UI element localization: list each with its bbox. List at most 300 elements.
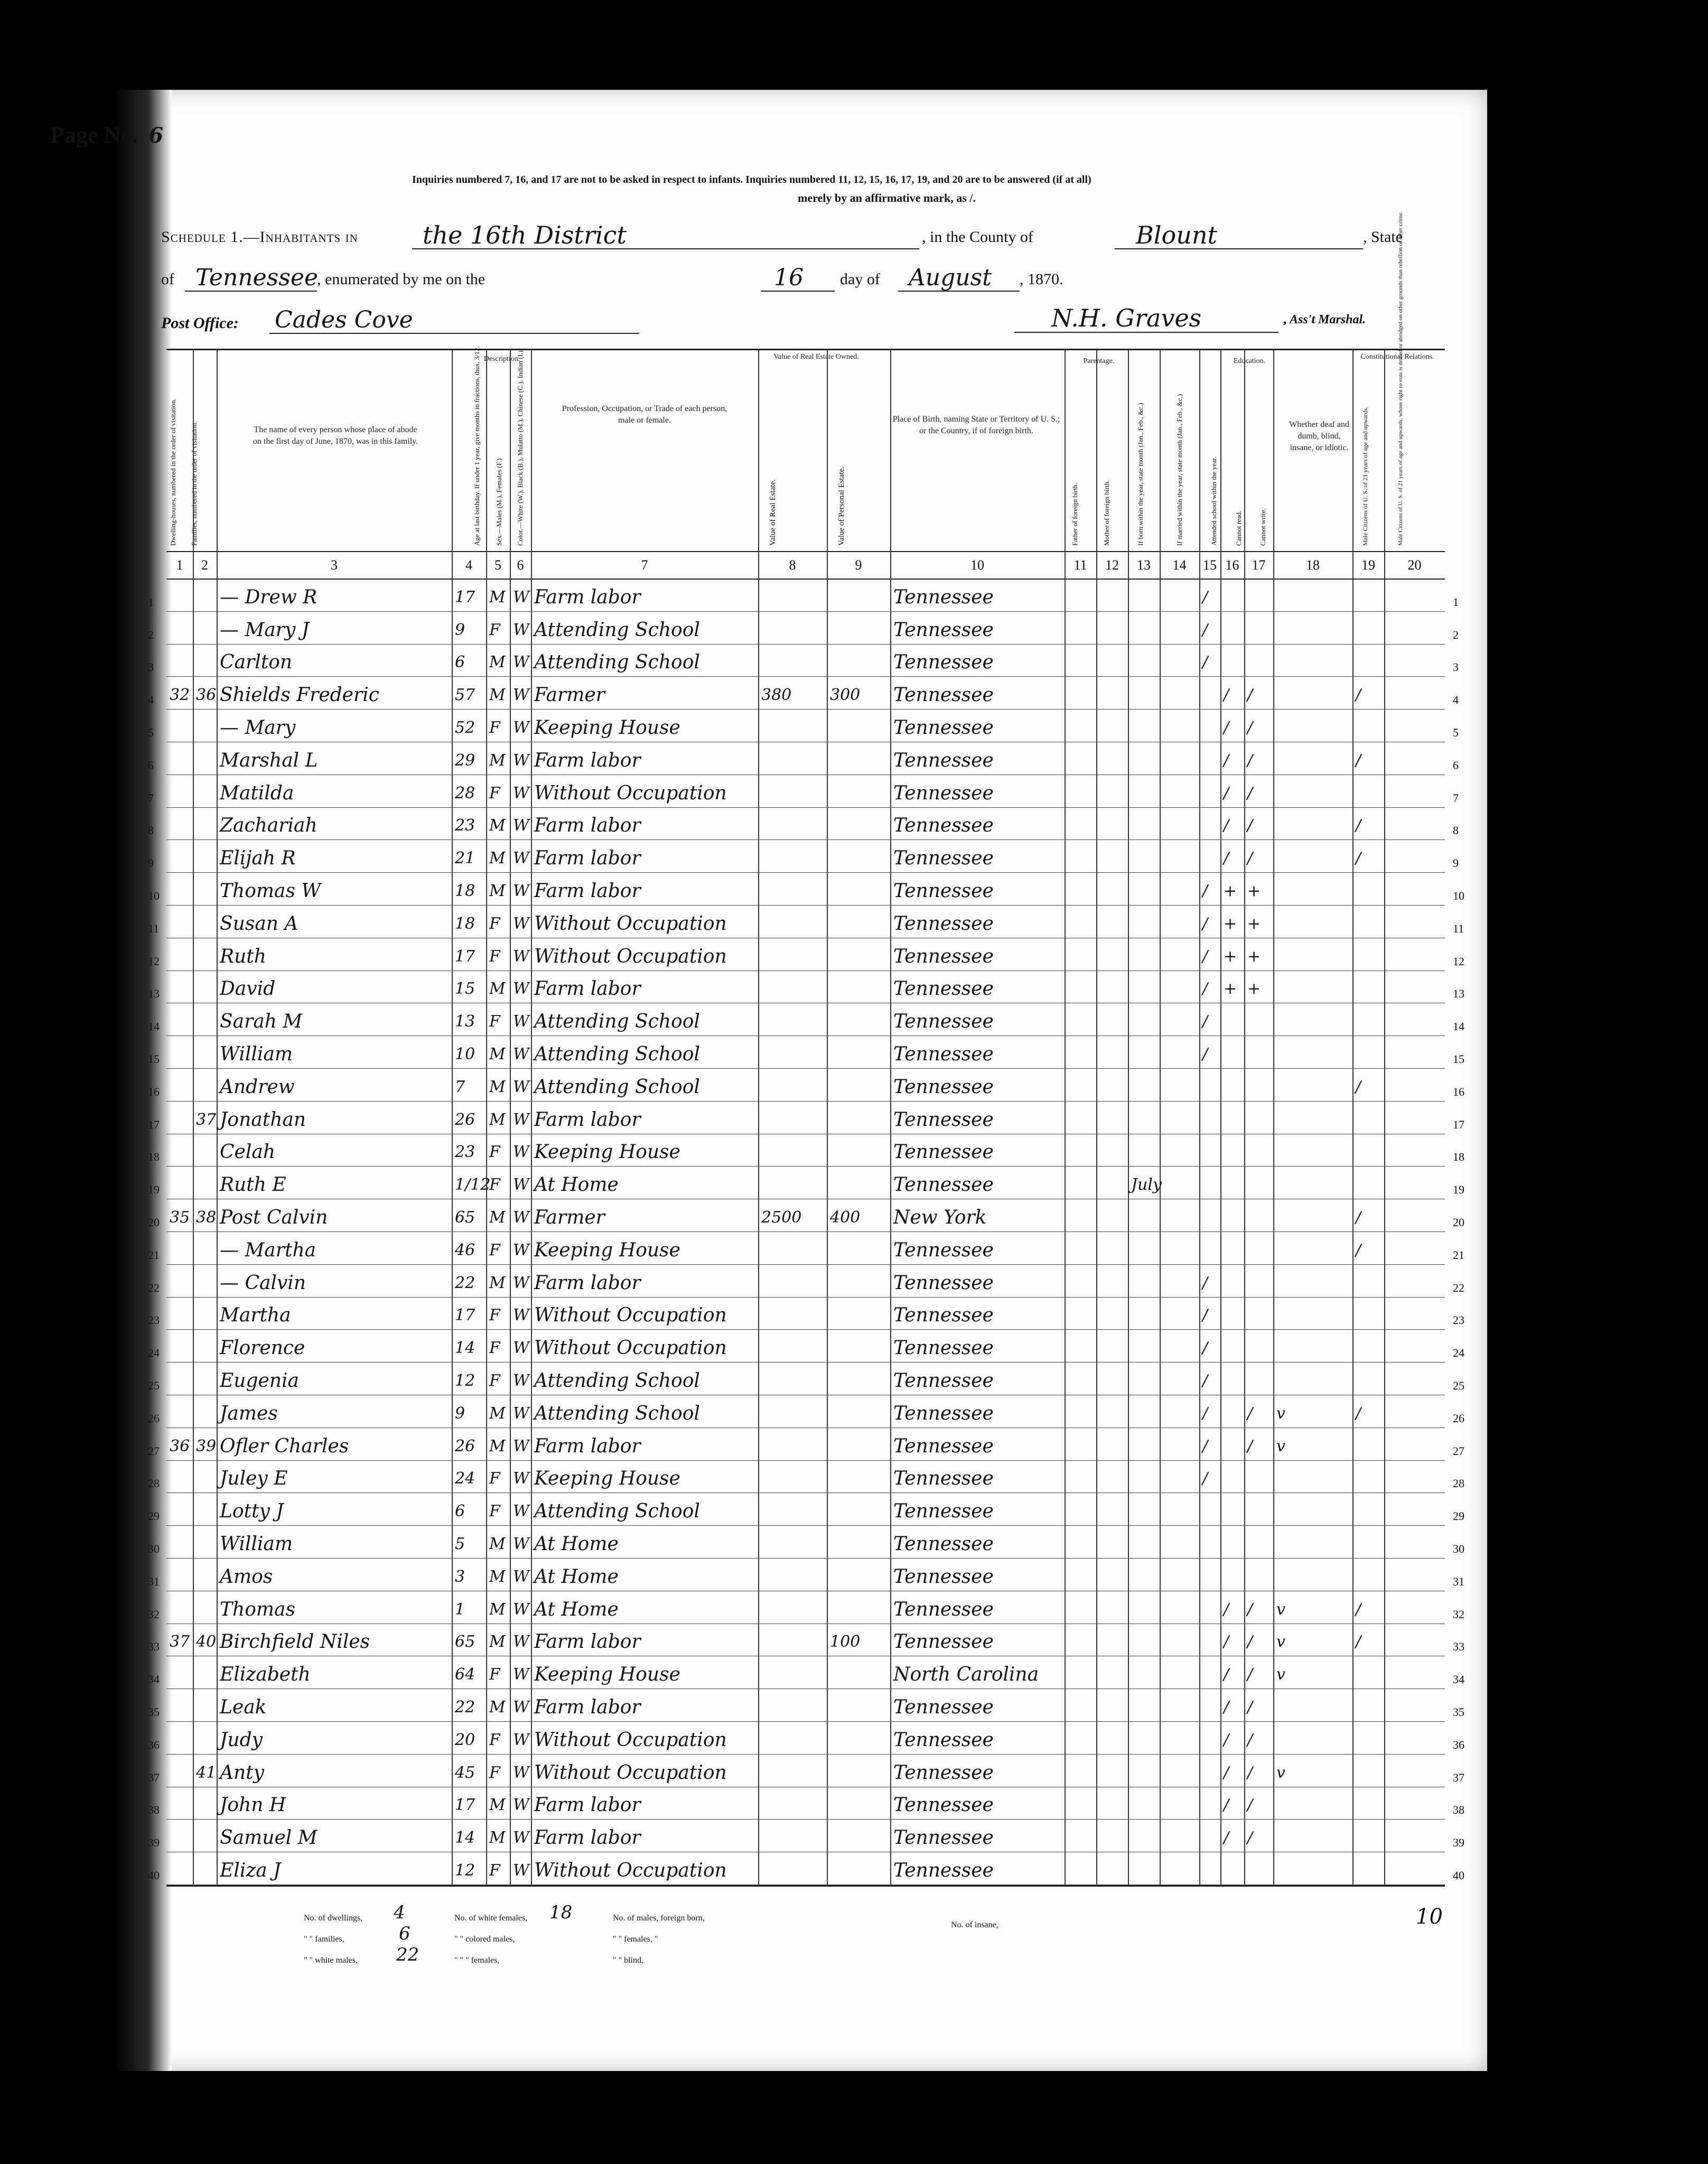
- row-rule: [166, 1558, 1445, 1559]
- row-rule: [166, 1329, 1445, 1330]
- county-value: Blount: [1136, 221, 1217, 249]
- cell-occ: Keeping House: [534, 1239, 680, 1261]
- row-number: 4: [1453, 693, 1459, 707]
- footer-foreign-females-label: " " females, ": [613, 1935, 658, 1944]
- column-rule: [1244, 350, 1245, 1885]
- row-number: 9: [148, 856, 154, 870]
- cell-sex: F: [489, 1012, 500, 1031]
- cell-age: 13: [455, 1012, 475, 1031]
- cell-name: Celah: [220, 1141, 276, 1163]
- cell-c17: /: [1247, 1796, 1253, 1815]
- row-number: 2: [1453, 628, 1459, 641]
- row-number: 16: [1453, 1085, 1464, 1098]
- column-rule: [531, 350, 532, 1885]
- cell-name: — Mary: [220, 717, 296, 739]
- scan-edge: [114, 90, 172, 2071]
- col-7-header: Profession, Occupation, or Trade of each person, male or female.: [562, 404, 727, 425]
- row-number: 23: [148, 1313, 160, 1327]
- cell-c15: /: [1202, 1404, 1208, 1423]
- col-13-header: If born within the year, state month (Jan., Feb., &c.): [1136, 403, 1144, 546]
- cell-sex: F: [489, 947, 500, 966]
- column-number: 4: [465, 557, 472, 573]
- cell-color: W: [513, 1045, 529, 1064]
- col-16-header: Cannot read.: [1235, 510, 1243, 546]
- cell-occ: Attending School: [534, 1370, 700, 1392]
- row-number: 19: [1453, 1183, 1464, 1197]
- cell-age: 28: [455, 783, 475, 803]
- cell-c17: /: [1247, 1698, 1253, 1717]
- cell-occ: Attending School: [534, 1402, 700, 1424]
- row-number: 29: [1453, 1509, 1464, 1523]
- column-rule: [1384, 350, 1385, 1885]
- column-rule: [1128, 350, 1129, 1885]
- cell-name: Susan A: [220, 912, 298, 935]
- state-value: Tennessee: [195, 264, 318, 291]
- column-number: 9: [855, 557, 862, 573]
- cell-sex: F: [489, 783, 500, 803]
- row-number: 1: [148, 595, 154, 609]
- cell-age: 18: [455, 882, 475, 900]
- cell-color: W: [513, 1763, 529, 1782]
- cell-name: Birchfield Niles: [220, 1631, 370, 1653]
- cell-birth: Tennessee: [893, 1370, 994, 1392]
- cell-color: W: [513, 1404, 529, 1423]
- cell-color: W: [513, 1339, 529, 1358]
- row-number: 5: [1453, 726, 1459, 739]
- cell-c16: /: [1224, 1600, 1229, 1619]
- cell-age: 23: [455, 1143, 475, 1162]
- row-number: 13: [148, 987, 160, 1001]
- cell-occ: At Home: [534, 1565, 619, 1588]
- column-number: 3: [331, 557, 338, 573]
- row-rule: [166, 1068, 1445, 1069]
- cell-c15: /: [1202, 1372, 1208, 1390]
- cell-c19: /: [1356, 816, 1361, 835]
- cell-name: — Martha: [220, 1239, 316, 1261]
- col-20-header: Male Citizens of U. S. of 21 years of age and upwards, whose right to vote is denied or abridged on other grounds than rebellion or other crime.: [1397, 211, 1404, 546]
- cell-dw: 32: [170, 686, 190, 705]
- cell-occ: Without Occupation: [534, 1860, 727, 1881]
- cell-sex: F: [489, 1143, 500, 1162]
- footer-white-males-label: " " white males,: [304, 1956, 358, 1965]
- column-number: 13: [1137, 557, 1151, 573]
- row-number: 33: [1453, 1640, 1464, 1654]
- cell-birth: Tennessee: [893, 1860, 994, 1881]
- row-rule: [166, 709, 1445, 710]
- cell-age: 15: [455, 980, 475, 999]
- cell-sex: M: [489, 1796, 506, 1815]
- cell-occ: Attending School: [534, 1043, 700, 1065]
- cell-c19: /: [1356, 1633, 1361, 1652]
- cell-c15: /: [1202, 1437, 1208, 1456]
- cell-c16: /: [1224, 1730, 1229, 1749]
- cell-age: 22: [455, 1273, 475, 1292]
- footer-families: 6: [399, 1923, 410, 1944]
- cell-occ: At Home: [534, 1598, 619, 1620]
- column-number: 2: [201, 557, 208, 573]
- cell-birth: Tennessee: [893, 1402, 994, 1424]
- row-rule: [166, 872, 1445, 873]
- column-number: 8: [789, 557, 796, 573]
- cell-color: W: [513, 620, 529, 639]
- cell-color: W: [513, 1143, 529, 1162]
- cell-sex: M: [489, 882, 506, 900]
- row-rule: [166, 807, 1445, 808]
- cell-sex: M: [489, 980, 506, 999]
- instruction-line-2: merely by an affirmative mark, as /.: [798, 191, 976, 204]
- row-number: 29: [148, 1509, 160, 1523]
- cell-fam: 40: [196, 1633, 217, 1652]
- cell-age: 14: [455, 1829, 475, 1848]
- cell-sex: F: [489, 1339, 500, 1358]
- cell-name: Marshal L: [220, 749, 318, 771]
- cell-color: W: [513, 1633, 529, 1652]
- cell-birth: North Carolina: [893, 1664, 1039, 1686]
- col-12-header: Mother of foreign birth.: [1103, 480, 1110, 546]
- cell-birth: Tennessee: [893, 1729, 994, 1751]
- col-18-header: Whether deaf and dumb, blind, insane, or idiotic.: [1289, 420, 1349, 452]
- cell-c16: /: [1224, 686, 1229, 705]
- cell-c17: /: [1247, 1730, 1253, 1749]
- group-constitutional: Constitutional Relations.: [1360, 353, 1434, 361]
- cell-name: Matilda: [220, 782, 294, 804]
- cell-c16: /: [1224, 1698, 1229, 1717]
- row-number: 28: [1453, 1477, 1464, 1490]
- cell-c19: /: [1356, 849, 1361, 868]
- cell-fam: 41: [196, 1763, 217, 1782]
- cell-sex: M: [489, 1829, 506, 1848]
- cell-c15: /: [1202, 947, 1208, 966]
- cell-age: 21: [455, 849, 475, 868]
- cell-c15: /: [1202, 914, 1208, 933]
- group-education: Education.: [1233, 357, 1266, 365]
- group-description: Description.: [483, 355, 520, 363]
- cell-age: 12: [455, 1372, 475, 1390]
- cell-occ: Farm labor: [534, 1631, 641, 1653]
- column-number: 19: [1361, 557, 1375, 573]
- cell-name: Elizabeth: [220, 1664, 311, 1686]
- row-rule: [166, 1754, 1445, 1755]
- cell-c15: /: [1202, 1306, 1208, 1325]
- cell-occ: Farm labor: [534, 1696, 641, 1718]
- cell-sex: F: [489, 1502, 500, 1521]
- cell-c15: /: [1202, 1045, 1208, 1064]
- cell-c16: /: [1224, 816, 1229, 835]
- row-rule: [166, 1819, 1445, 1820]
- cell-sex: M: [489, 686, 506, 705]
- row-number: 28: [148, 1477, 160, 1490]
- cell-birth: Tennessee: [893, 815, 994, 837]
- cell-age: 23: [455, 816, 475, 835]
- row-rule: [166, 611, 1445, 612]
- cell-sex: F: [489, 620, 500, 639]
- cell-c17: /: [1247, 849, 1253, 868]
- cell-age: 26: [455, 1110, 475, 1129]
- row-number: 19: [148, 1183, 160, 1197]
- cell-c16: +: [1224, 882, 1237, 900]
- cell-c16: /: [1224, 783, 1229, 803]
- cell-age: 46: [455, 1240, 475, 1260]
- row-rule: [166, 905, 1445, 906]
- cell-c16: /: [1224, 1665, 1229, 1684]
- cell-color: W: [513, 1698, 529, 1717]
- cell-birth: Tennessee: [893, 619, 994, 641]
- row-number: 30: [1453, 1542, 1464, 1555]
- cell-occ: Farm labor: [534, 978, 641, 1000]
- column-number: 14: [1172, 557, 1187, 573]
- cell-occ: Without Occupation: [534, 1761, 727, 1784]
- row-number: 35: [148, 1705, 160, 1719]
- cell-birth: Tennessee: [893, 1108, 994, 1131]
- row-number: 18: [1453, 1150, 1464, 1164]
- footer-white-females-label: No. of white females,: [454, 1914, 528, 1923]
- row-number: 40: [1453, 1869, 1464, 1882]
- cell-occ: Without Occupation: [534, 1729, 727, 1751]
- row-number: 4: [148, 693, 154, 707]
- cell-birth: New York: [893, 1207, 987, 1228]
- row-number: 22: [1453, 1281, 1464, 1294]
- cell-c16: /: [1224, 849, 1229, 868]
- row-number: 18: [148, 1150, 160, 1164]
- cell-sex: M: [489, 1437, 506, 1456]
- cell-color: W: [513, 783, 529, 803]
- cell-occ: Farm labor: [534, 815, 641, 837]
- cell-birth: Tennessee: [893, 1468, 994, 1490]
- row-number: 24: [1453, 1346, 1464, 1360]
- enumerated-label: , enumerated by me on the: [317, 270, 486, 288]
- row-number: 21: [148, 1248, 160, 1262]
- cell-c17: /: [1247, 1829, 1253, 1848]
- row-number: 34: [1453, 1673, 1464, 1686]
- cell-c19: /: [1356, 1077, 1361, 1096]
- row-number: 31: [1453, 1574, 1464, 1588]
- post-office-label: Post Office:: [161, 314, 239, 332]
- row-number: 17: [1453, 1117, 1464, 1131]
- cell-color: W: [513, 1306, 529, 1325]
- cell-name: Shields Frederic: [220, 684, 379, 706]
- row-number: 16: [148, 1085, 160, 1098]
- row-rule: [166, 1460, 1445, 1461]
- col-19-header: Male Citizens of U. S. of 21 years of age and upwards.: [1361, 406, 1369, 546]
- footer-insane-label: No. of insane,: [951, 1920, 998, 1929]
- cell-color: W: [513, 1372, 529, 1390]
- cell-occ: Attending School: [534, 1076, 700, 1098]
- cell-age: 14: [455, 1339, 475, 1358]
- col-4-header: Age at last birthday. If under 1 year, give months in fractions, thus, 3/12.: [473, 346, 481, 546]
- row-number: 14: [148, 1020, 160, 1033]
- cell-c16: /: [1224, 1829, 1229, 1848]
- cell-name: Ruth: [220, 945, 266, 967]
- county-line: [1115, 248, 1363, 249]
- cell-birth: Tennessee: [893, 1696, 994, 1718]
- cell-birth: Tennessee: [893, 1304, 994, 1327]
- cell-c15: /: [1202, 1469, 1208, 1488]
- cell-name: Thomas: [220, 1598, 295, 1620]
- column-number: 15: [1203, 557, 1217, 573]
- cell-sex: M: [489, 1208, 506, 1227]
- cell-age: 22: [455, 1698, 475, 1717]
- cell-name: Sarah M: [220, 1011, 303, 1033]
- cell-fam: 36: [196, 686, 217, 705]
- cell-re: 380: [761, 686, 792, 705]
- row-number: 14: [1453, 1020, 1464, 1033]
- cell-age: 17: [455, 1306, 475, 1325]
- cell-name: Elijah R: [220, 847, 296, 870]
- cell-color: W: [513, 914, 529, 933]
- cell-birth: Tennessee: [893, 880, 994, 902]
- cell-sex: M: [489, 653, 506, 672]
- cell-color: W: [513, 1600, 529, 1619]
- cell-color: W: [513, 1110, 529, 1129]
- cell-name: Samuel M: [220, 1827, 318, 1849]
- footer-females-label: " " " females,: [454, 1956, 500, 1965]
- cell-age: 1/12: [455, 1176, 491, 1195]
- cell-re: 2500: [761, 1208, 802, 1227]
- page-number-label: Page No. 6: [50, 122, 164, 148]
- row-number: 26: [1453, 1411, 1464, 1425]
- cell-occ: Without Occupation: [534, 912, 727, 935]
- cell-birth: Tennessee: [893, 945, 994, 967]
- footer-white-females: 18: [549, 1902, 573, 1923]
- col-8-header: Value of Real Estate.: [769, 479, 777, 546]
- row-number: 30: [148, 1542, 160, 1555]
- cell-c17: /: [1247, 1600, 1253, 1619]
- cell-c18: v: [1276, 1437, 1285, 1456]
- cell-c17: +: [1247, 914, 1261, 933]
- row-number: 17: [148, 1117, 160, 1131]
- cell-color: W: [513, 1437, 529, 1456]
- column-number: 17: [1252, 557, 1266, 573]
- row-number: 37: [1453, 1770, 1464, 1784]
- cell-c16: /: [1224, 1796, 1229, 1815]
- col-1-header: Dwelling-houses, numbered in the order of visitation.: [169, 398, 177, 546]
- row-number: 12: [1453, 954, 1464, 968]
- cell-color: W: [513, 1829, 529, 1848]
- row-number: 22: [148, 1281, 160, 1294]
- cell-c17: +: [1247, 980, 1261, 999]
- cell-name: Leak: [220, 1696, 267, 1718]
- row-number: 39: [148, 1836, 160, 1850]
- cell-occ: Keeping House: [534, 1468, 680, 1490]
- column-rule: [486, 350, 487, 1885]
- cell-color: W: [513, 1077, 529, 1096]
- column-rule: [452, 350, 453, 1885]
- row-number: 8: [1453, 824, 1459, 837]
- cell-age: 20: [455, 1730, 475, 1749]
- cell-c15: /: [1202, 620, 1208, 639]
- cell-sex: M: [489, 849, 506, 868]
- cell-sex: M: [489, 1110, 506, 1129]
- cell-c17: +: [1247, 882, 1261, 900]
- row-number: 38: [148, 1803, 160, 1817]
- cell-color: W: [513, 587, 529, 607]
- cell-color: W: [513, 686, 529, 705]
- column-rule: [1160, 350, 1161, 1885]
- cell-color: W: [513, 1469, 529, 1488]
- row-number: 34: [148, 1673, 160, 1686]
- cell-age: 9: [455, 1404, 465, 1423]
- day-label: day of: [840, 270, 880, 288]
- cell-sex: M: [489, 1273, 506, 1292]
- row-number: 5: [148, 726, 154, 739]
- cell-birth: Tennessee: [893, 586, 994, 608]
- footer-white-males: 22: [396, 1944, 419, 1965]
- cell-color: W: [513, 1012, 529, 1031]
- row-number: 40: [148, 1869, 160, 1882]
- row-number: 6: [1453, 758, 1459, 772]
- column-rule: [827, 350, 828, 1885]
- cell-sex: F: [489, 1665, 500, 1684]
- cell-c17: /: [1247, 1437, 1253, 1456]
- page-number: 6: [148, 123, 164, 148]
- cell-color: W: [513, 1730, 529, 1749]
- cell-age: 3: [455, 1567, 465, 1586]
- cell-c15: /: [1202, 587, 1208, 607]
- cell-c15: /: [1202, 1012, 1208, 1031]
- cell-c17: /: [1247, 1404, 1253, 1423]
- cell-c17: /: [1247, 816, 1253, 835]
- cell-age: 29: [455, 751, 475, 770]
- row-number: 32: [1453, 1607, 1464, 1621]
- cell-c19: /: [1356, 686, 1361, 705]
- cell-occ: At Home: [534, 1174, 619, 1196]
- month-line: [898, 291, 1020, 292]
- cell-c17: /: [1247, 783, 1253, 803]
- cell-birth: Tennessee: [893, 1337, 994, 1359]
- row-number: 36: [148, 1738, 160, 1751]
- cell-birth: Tennessee: [893, 1598, 994, 1620]
- column-rule: [890, 350, 891, 1885]
- cell-name: David: [220, 978, 276, 1000]
- cell-name: Zachariah: [220, 815, 318, 837]
- cell-color: W: [513, 1502, 529, 1521]
- cell-c17: /: [1247, 751, 1253, 770]
- row-number: 3: [148, 660, 154, 674]
- column-number: 18: [1306, 557, 1320, 573]
- cell-occ: Farm labor: [534, 1272, 641, 1294]
- county-label: , in the County of: [922, 228, 1033, 246]
- cell-name: Carlton: [220, 651, 293, 674]
- cell-color: W: [513, 1176, 529, 1195]
- cell-c15: /: [1202, 882, 1208, 900]
- cell-misc: July: [1131, 1176, 1162, 1195]
- cell-sex: F: [489, 914, 500, 933]
- col-11-header: Father of foreign birth.: [1071, 482, 1079, 546]
- cell-age: 24: [455, 1469, 475, 1488]
- cell-birth: Tennessee: [893, 717, 994, 739]
- group-parentage: Parentage.: [1083, 357, 1115, 365]
- column-rule: [1273, 350, 1274, 1885]
- cell-c17: /: [1247, 719, 1253, 737]
- cell-birth: Tennessee: [893, 1011, 994, 1033]
- cell-c18: v: [1276, 1600, 1285, 1619]
- row-rule: [166, 676, 1445, 677]
- cell-occ: Farm labor: [534, 1435, 641, 1457]
- cell-name: Eugenia: [220, 1370, 299, 1392]
- cell-c17: /: [1247, 686, 1253, 705]
- column-number: 5: [494, 557, 501, 573]
- column-rule: [193, 350, 194, 1885]
- cell-occ: Keeping House: [534, 717, 680, 739]
- district-value: the 16th District: [423, 221, 627, 249]
- cell-c17: /: [1247, 1665, 1253, 1684]
- cell-color: W: [513, 1796, 529, 1815]
- cell-c15: /: [1202, 980, 1208, 999]
- column-rule: [1065, 350, 1066, 1885]
- column-number: 1: [176, 557, 183, 573]
- row-number: 26: [148, 1411, 160, 1425]
- cell-birth: Tennessee: [893, 1827, 994, 1849]
